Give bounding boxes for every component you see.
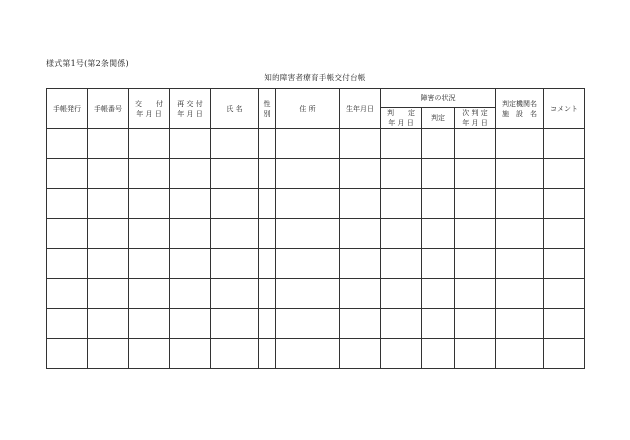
table-cell[interactable]: [170, 249, 211, 279]
table-row: [47, 129, 585, 159]
table-cell[interactable]: [422, 339, 455, 369]
table-cell[interactable]: [381, 249, 422, 279]
col-header-sex: 性 別: [259, 89, 276, 129]
table-cell[interactable]: [455, 249, 496, 279]
col-header-issuer: 手帳発行: [47, 89, 88, 129]
col-header-disability-status: 障害の状況: [381, 89, 496, 108]
table-cell[interactable]: [422, 159, 455, 189]
table-cell[interactable]: [276, 189, 340, 219]
table-cell[interactable]: [259, 279, 276, 309]
table-cell[interactable]: [544, 279, 585, 309]
table-cell[interactable]: [544, 159, 585, 189]
table-cell[interactable]: [340, 279, 381, 309]
table-cell[interactable]: [340, 129, 381, 159]
table-cell[interactable]: [544, 249, 585, 279]
table-cell[interactable]: [47, 309, 88, 339]
col-header-judgement: 判定: [422, 108, 455, 129]
table-cell[interactable]: [129, 129, 170, 159]
table-cell[interactable]: [129, 339, 170, 369]
table-cell[interactable]: [381, 219, 422, 249]
table-cell[interactable]: [340, 219, 381, 249]
table-cell[interactable]: [88, 219, 129, 249]
table-cell[interactable]: [455, 279, 496, 309]
table-row: [47, 159, 585, 189]
table-cell[interactable]: [496, 159, 544, 189]
table-cell[interactable]: [129, 279, 170, 309]
table-cell[interactable]: [129, 189, 170, 219]
header-row: [47, 89, 585, 108]
table-cell[interactable]: [129, 249, 170, 279]
table-cell[interactable]: [340, 189, 381, 219]
table-cell[interactable]: [496, 279, 544, 309]
table-cell[interactable]: [496, 129, 544, 159]
col-header-reissue-date: 再 交 付 年 月 日: [170, 89, 211, 129]
table-cell[interactable]: [170, 279, 211, 309]
table-cell[interactable]: [88, 309, 129, 339]
table-cell[interactable]: [47, 189, 88, 219]
table-cell[interactable]: [455, 189, 496, 219]
table-cell[interactable]: [381, 279, 422, 309]
table-cell[interactable]: [259, 189, 276, 219]
table-cell[interactable]: [455, 309, 496, 339]
table-cell[interactable]: [170, 219, 211, 249]
table-cell[interactable]: [259, 219, 276, 249]
table-cell[interactable]: [170, 189, 211, 219]
table-cell[interactable]: [455, 339, 496, 369]
table-cell[interactable]: [496, 189, 544, 219]
table-cell[interactable]: [422, 189, 455, 219]
table-cell[interactable]: [211, 219, 259, 249]
table-cell[interactable]: [211, 249, 259, 279]
table-row: [47, 309, 585, 339]
table-cell[interactable]: [170, 159, 211, 189]
ledger-table: [46, 88, 585, 369]
table-cell[interactable]: [496, 309, 544, 339]
col-header-number: 手帳番号: [88, 89, 129, 129]
table-cell[interactable]: [422, 249, 455, 279]
table-cell[interactable]: [340, 309, 381, 339]
table-cell[interactable]: [340, 159, 381, 189]
table-row: [47, 339, 585, 369]
table-cell[interactable]: [211, 129, 259, 159]
table-cell[interactable]: [170, 129, 211, 159]
table-cell[interactable]: [422, 309, 455, 339]
table-cell[interactable]: [381, 159, 422, 189]
table-cell[interactable]: [259, 249, 276, 279]
table-cell[interactable]: [276, 129, 340, 159]
table-cell[interactable]: [276, 279, 340, 309]
table-cell[interactable]: [129, 219, 170, 249]
table-cell[interactable]: [422, 279, 455, 309]
table-cell[interactable]: [88, 129, 129, 159]
col-header-birthdate: 生年月日: [340, 89, 381, 129]
table-cell[interactable]: [47, 249, 88, 279]
table-cell[interactable]: [47, 339, 88, 369]
table-cell[interactable]: [276, 159, 340, 189]
table-cell[interactable]: [47, 279, 88, 309]
table-row: [47, 279, 585, 309]
table-row: [47, 219, 585, 249]
table-cell[interactable]: [170, 309, 211, 339]
table-cell[interactable]: [544, 129, 585, 159]
table-cell[interactable]: [496, 249, 544, 279]
table-cell[interactable]: [47, 129, 88, 159]
table-cell[interactable]: [88, 189, 129, 219]
table-cell[interactable]: [259, 159, 276, 189]
table-cell[interactable]: [381, 129, 422, 159]
table-cell[interactable]: [544, 189, 585, 219]
table-cell[interactable]: [544, 309, 585, 339]
table-cell[interactable]: [259, 339, 276, 369]
table-cell[interactable]: [259, 129, 276, 159]
table-cell[interactable]: [276, 339, 340, 369]
table-cell[interactable]: [88, 249, 129, 279]
table-cell[interactable]: [422, 129, 455, 159]
table-cell[interactable]: [47, 219, 88, 249]
table-cell[interactable]: [129, 309, 170, 339]
col-header-judge-date: 判 定 年 月 日: [381, 108, 422, 129]
table-cell[interactable]: [455, 129, 496, 159]
table-cell[interactable]: [170, 339, 211, 369]
table-cell[interactable]: [47, 159, 88, 189]
table-cell[interactable]: [276, 309, 340, 339]
col-header-agency: 判定機関名 施 設 名: [496, 89, 544, 129]
table-cell[interactable]: [381, 309, 422, 339]
table-cell[interactable]: [276, 219, 340, 249]
table-cell[interactable]: [544, 339, 585, 369]
table-cell[interactable]: [88, 339, 129, 369]
table-cell[interactable]: [496, 339, 544, 369]
col-header-address: 住 所: [276, 89, 340, 129]
col-header-issue-date: 交 付 年 月 日: [129, 89, 170, 129]
col-header-comment: コメント: [544, 89, 585, 129]
col-header-next-judge-date: 次 判 定 年 月 日: [455, 108, 496, 129]
col-header-name: 氏 名: [211, 89, 259, 129]
table-cell[interactable]: [340, 249, 381, 279]
table-cell[interactable]: [455, 159, 496, 189]
table-cell[interactable]: [129, 159, 170, 189]
ledger-body: [47, 129, 585, 369]
ledger-title: 知的障害者療育手帳交付台帳: [264, 73, 366, 82]
table-cell[interactable]: [88, 159, 129, 189]
table-row: [47, 189, 585, 219]
table-row: [47, 249, 585, 279]
table-cell[interactable]: [211, 309, 259, 339]
table-cell[interactable]: [276, 249, 340, 279]
table-cell[interactable]: [211, 159, 259, 189]
table-cell[interactable]: [340, 339, 381, 369]
table-cell[interactable]: [544, 219, 585, 249]
table-cell[interactable]: [259, 309, 276, 339]
table-cell[interactable]: [211, 189, 259, 219]
table-cell[interactable]: [381, 339, 422, 369]
table-cell[interactable]: [211, 339, 259, 369]
table-cell[interactable]: [455, 219, 496, 249]
table-cell[interactable]: [422, 219, 455, 249]
form-number-label: 様式第1号(第2条関係): [46, 59, 129, 68]
table-cell[interactable]: [211, 279, 259, 309]
table-cell[interactable]: [88, 279, 129, 309]
table-cell[interactable]: [496, 219, 544, 249]
table-cell[interactable]: [381, 189, 422, 219]
